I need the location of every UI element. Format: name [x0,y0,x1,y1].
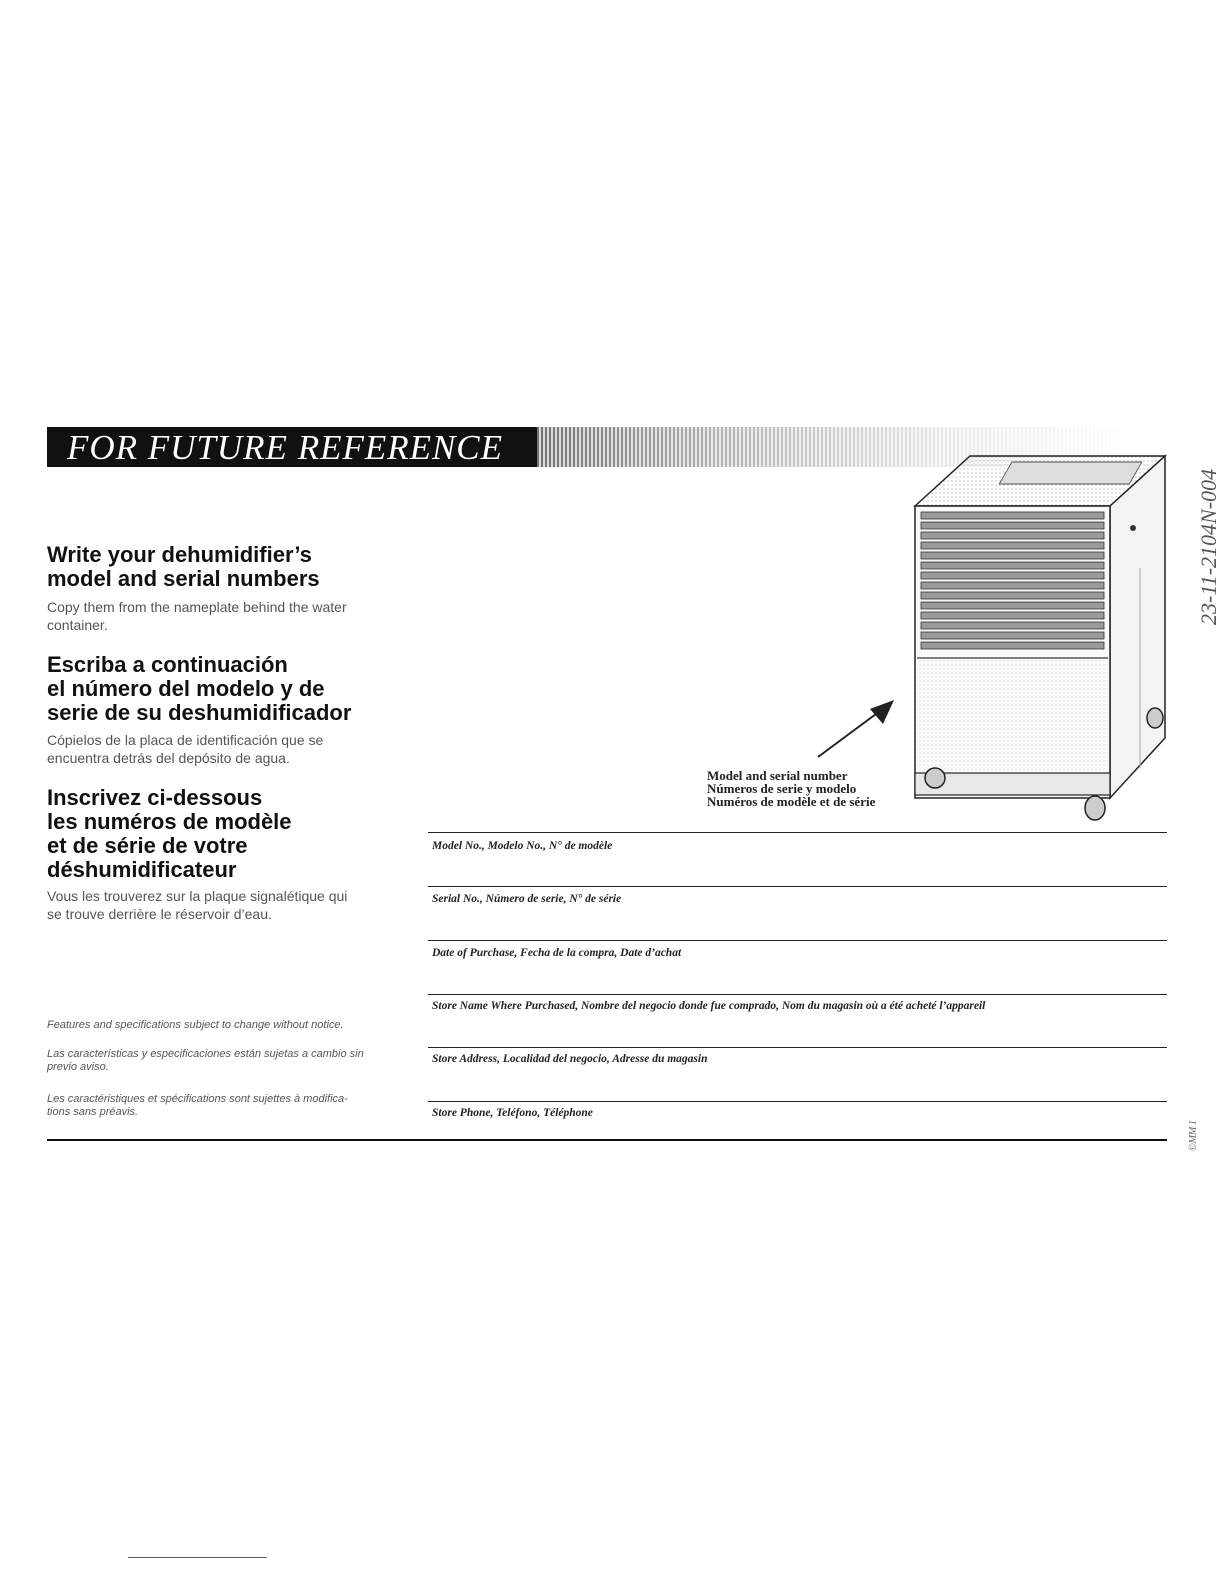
body-line: encuentra detrás del depósito de agua. [47,750,290,766]
callout-line: Números de serie y modelo [707,781,857,796]
document-code [1168,468,1221,625]
section-body-english [47,598,347,634]
grille-slat [921,642,1104,649]
grille-slat [921,522,1104,529]
section-body-spanish [47,731,323,767]
section-body-french [47,887,347,923]
field-line-store-address[interactable] [428,1047,1167,1048]
copyright-text: ©MM I [1188,1120,1199,1151]
grille-slat [921,602,1104,609]
body-line: Copy them from the nameplate behind the water [47,599,347,615]
callout-line: Model and serial number [707,768,848,783]
document-code-text: 23-11-2104N-004 [1196,468,1221,625]
body-line: Vous les trouverez sur la plaque signalétique qui [47,888,348,904]
body-line: se trouve derrière le réservoir d’eau. [47,906,272,922]
caster-wheel [1085,796,1105,820]
callout-label [707,769,875,808]
heading-line: et de série de votre [47,833,248,858]
section-heading-french [47,786,292,882]
heading-line: el número del modelo y de [47,676,325,701]
field-line-store-name[interactable] [428,994,1167,995]
callout-arrow-icon [810,695,900,765]
disclaimer-line: Les caractéristiques et spécifications sont sujettes à modifica- [47,1093,348,1105]
banner-title: FOR FUTURE REFERENCE [67,428,504,467]
callout-line: Numéros de modèle et de série [707,794,876,809]
grille-slat [921,592,1104,599]
disclaimer-line: Las características y especificaciones están sujetas a cambio sin [47,1048,364,1060]
disclaimer-spanish [47,1048,397,1074]
field-line-store-phone[interactable] [428,1101,1167,1102]
section-heading-spanish [47,653,351,725]
disclaimer-line: Features and specifications subject to change without notice. [47,1019,344,1031]
heading-line: model and serial numbers [47,566,320,591]
grille-slat [921,542,1104,549]
caster-wheel [925,768,945,788]
disclaimer-french [47,1093,397,1119]
field-label-store-phone: Store Phone, Teléfono, Téléphone [432,1107,593,1119]
body-line: container. [47,617,108,633]
section-heading-english [47,543,320,591]
dehumidifier-illustration [895,448,1185,838]
grille-slat [921,512,1104,519]
field-label-store-address: Store Address, Localidad del negocio, Adresse du magasin [432,1053,708,1065]
disclaimer-line: tions sans préavis. [47,1106,139,1118]
field-label-model: Model No., Modelo No., N° de modèle [432,840,613,852]
water-container [917,658,1108,783]
field-label-store-name: Store Name Where Purchased, Nombre del negocio donde fue comprado, Nom du magasin où a été acheté l’appareil [432,1000,986,1012]
field-line-date[interactable] [428,940,1167,941]
heading-line: déshumidificateur [47,857,237,882]
caster-wheel [1147,708,1163,728]
field-label-date: Date of Purchase, Fecha de la compra, Date d’achat [432,947,682,959]
heading-line: les numéros de modèle [47,809,292,834]
control-panel [999,462,1142,484]
heading-line: serie de su deshumidificador [47,700,352,725]
body-line: Cópielos de la placa de identificación que se [47,732,324,748]
grille-slat [921,632,1104,639]
heading-line: Write your dehumidifier’s [47,542,312,567]
grille-slat [921,562,1104,569]
disclaimer-english [47,1019,397,1032]
field-line-serial[interactable] [428,886,1167,887]
disclaimer-line: previo aviso. [47,1061,109,1073]
grille-slat [921,532,1104,539]
heading-line: Escriba a continuación [47,652,288,677]
grille-slat [921,622,1104,629]
grille-slat [921,572,1104,579]
copyright-mark [1176,1105,1199,1155]
grille-slat [921,552,1104,559]
unit-side [1110,456,1165,798]
grille-slat [921,612,1104,619]
field-line-model[interactable] [428,832,1167,833]
footer-link-underline[interactable] [128,1557,267,1558]
bottom-rule [47,1139,1167,1141]
heading-line: Inscrivez ci-dessous [47,785,263,810]
field-label-serial: Serial No., Número de serie, N° de série [432,893,622,905]
grille-slat [921,582,1104,589]
